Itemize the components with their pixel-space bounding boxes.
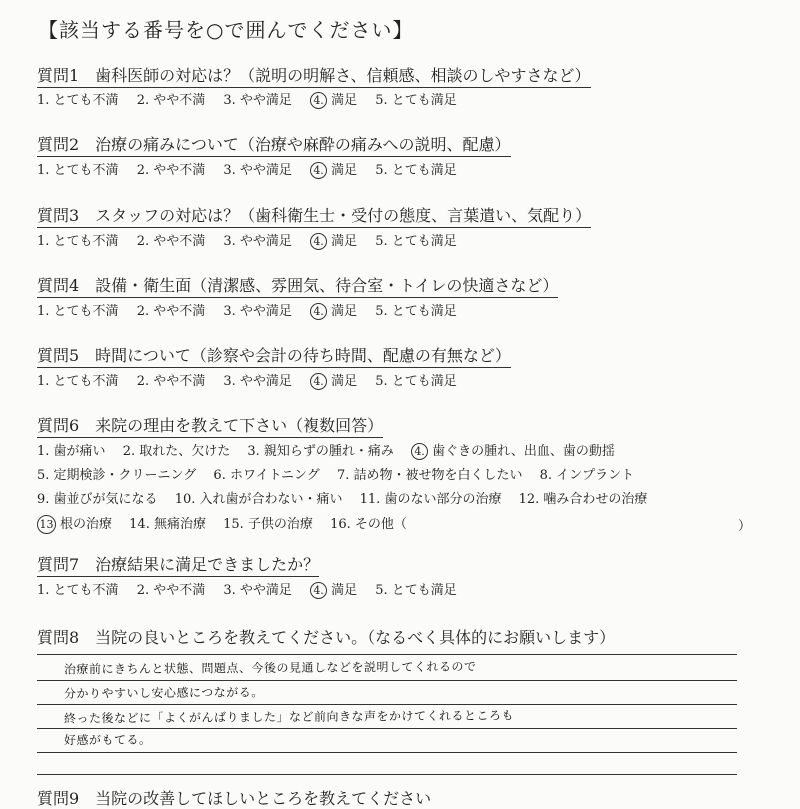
q1-option-1[interactable]: 1. とても不満 [37,93,119,108]
q5-option-5[interactable]: 5. とても満足 [375,374,457,389]
question-9-title-partial: 質問9 当院の改善してほしいところを教えてください [37,789,432,808]
question-2-options [37,162,471,179]
answer-rule-line [37,704,737,705]
q5-option-3[interactable]: 3. やや満足 [223,374,292,389]
question-1-options [37,92,471,109]
q6-option-14[interactable]: 14. 無痛治療 [129,517,206,532]
q4-option-2[interactable]: 2. やや不満 [136,304,206,319]
question-5-title: 質問5 時間について（診察や会計の待ち時間、配慮の有無など） [37,346,511,368]
answer-line-1[interactable]: 治療前にきちんと状態、問題点、今後の見通しなどを説明してくれるので [63,659,477,677]
q2-option-5[interactable]: 5. とても満足 [375,163,457,178]
circle-mark-icon: 4. [310,303,327,320]
q3-option-5[interactable]: 5. とても満足 [375,234,457,249]
q3-option-3[interactable]: 3. やや満足 [223,234,292,249]
q6-option-13-circled[interactable]: 13 根の治療 [37,515,112,534]
q6-option-3[interactable]: 3. 親知らずの腫れ・痛み [247,444,394,459]
q4-option-3[interactable]: 3. やや満足 [223,304,292,319]
q6-option-6[interactable]: 6. ホワイトニング [213,468,320,483]
q7-option-2[interactable]: 2. やや不満 [136,583,206,598]
q2-option-4-circled[interactable]: 4. 満足 [310,162,357,179]
question-5-options [37,373,471,390]
q6-option-12[interactable]: 12. 噛み合わせの治療 [518,492,648,507]
q2-option-1[interactable]: 1. とても不満 [37,163,119,178]
q4-option-1[interactable]: 1. とても不満 [37,304,119,319]
q5-option-2[interactable]: 2. やや不満 [136,374,206,389]
q3-option-2[interactable]: 2. やや不満 [136,234,206,249]
q7-option-5[interactable]: 5. とても満足 [375,583,457,598]
q1-option-2[interactable]: 2. やや不満 [136,93,206,108]
question-6-title: 質問6 来院の理由を教えて下さい（複数回答） [37,416,383,438]
question-7-options [37,582,471,599]
question-3-title: 質問3 スタッフの対応は？（歯科衛生士・受付の態度、言葉遣い、気配り） [37,206,591,228]
q6-option-11[interactable]: 11. 歯のない部分の治療 [359,492,502,507]
q7-option-1[interactable]: 1. とても不満 [37,583,119,598]
q2-option-3[interactable]: 3. やや満足 [223,163,292,178]
q6-option-2[interactable]: 2. 取れた、欠けた [122,444,231,459]
q6-row-2 [37,467,647,485]
circle-mark-icon: 4. [310,373,327,390]
circle-mark-icon: 4. [310,233,327,250]
q2-option-2[interactable]: 2. やや不満 [136,163,206,178]
q6-option-16[interactable]: 16. その他（ [330,517,407,532]
question-4-options [37,303,471,320]
answer-rule-line [37,752,737,753]
q1-option-3[interactable]: 3. やや満足 [223,93,292,108]
q3-option-4-circled[interactable]: 4. 満足 [310,233,357,250]
answer-rule-line [37,728,737,729]
q5-option-1[interactable]: 1. とても不満 [37,374,119,389]
question-3-options [37,233,471,250]
q6-row-4 [37,515,420,534]
circle-mark-icon: 4. [310,92,327,109]
circle-mark-icon: 13 [37,515,56,534]
q6-option-1[interactable]: 1. 歯が痛い [37,444,106,459]
circle-mark-icon: 4. [310,582,327,599]
instruction-header: 【該当する番号を○で囲んでください】 [38,18,414,42]
q7-option-4-circled[interactable]: 4. 満足 [310,582,357,599]
q6-option-10[interactable]: 10. 入れ歯が合わない・痛い [174,492,343,507]
q4-option-4-circled[interactable]: 4. 満足 [310,303,357,320]
q6-option-9[interactable]: 9. 歯並びが気になる [37,492,158,507]
q5-option-4-circled[interactable]: 4. 満足 [310,373,357,390]
question-1-title: 質問1 歯科医師の対応は？（説明の明解さ、信頼感、相談のしやすさなど） [37,66,591,88]
answer-line-2[interactable]: 分かりやすいし安心感につながる。 [63,685,264,701]
answer-line-3[interactable]: 終った後などに「よくがんばりました」など前向きな声をかけてくれるところも [63,708,515,726]
q1-option-5[interactable]: 5. とても満足 [375,93,457,108]
question-7-title: 質問7 治療結果に満足できましたか？ [37,555,319,577]
answer-rule-line [37,680,737,681]
q6-option-5[interactable]: 5. 定期検診・クリーニング [37,468,197,483]
q6-option-15[interactable]: 15. 子供の治療 [223,517,313,532]
circle-mark-icon: 4. [411,443,428,460]
question-4-title: 質問4 設備・衛生面（清潔感、雰囲気、待合室・トイレの快適さなど） [37,276,558,298]
q1-option-4-circled[interactable]: 4. 満足 [310,92,357,109]
q6-option-4-circled[interactable]: 4. 歯ぐきの腫れ、出血、歯の動揺 [411,443,615,461]
other-paren-close: ） [738,519,752,534]
q4-option-5[interactable]: 5. とても満足 [375,304,457,319]
q3-option-1[interactable]: 1. とても不満 [37,234,119,249]
q6-option-8[interactable]: 8. インプラント [539,468,635,483]
answer-rule-line [37,654,737,655]
q6-row-1 [37,443,628,461]
q7-option-3[interactable]: 3. やや満足 [223,583,292,598]
circle-mark-icon: 4. [310,162,327,179]
answer-line-4[interactable]: 好感がもてる。 [63,732,152,748]
question-8-title: 質問8 当院の良いところを教えてください。（なるべく具体的にお願いします） [37,628,616,647]
question-2-title: 質問2 治療の痛みについて（治療や麻酔の痛みへの説明、配慮） [37,135,511,157]
q6-option-7[interactable]: 7. 詰め物・被せ物を白くしたい [336,468,523,483]
answer-rule-line [37,774,737,775]
q6-row-3 [37,491,660,509]
